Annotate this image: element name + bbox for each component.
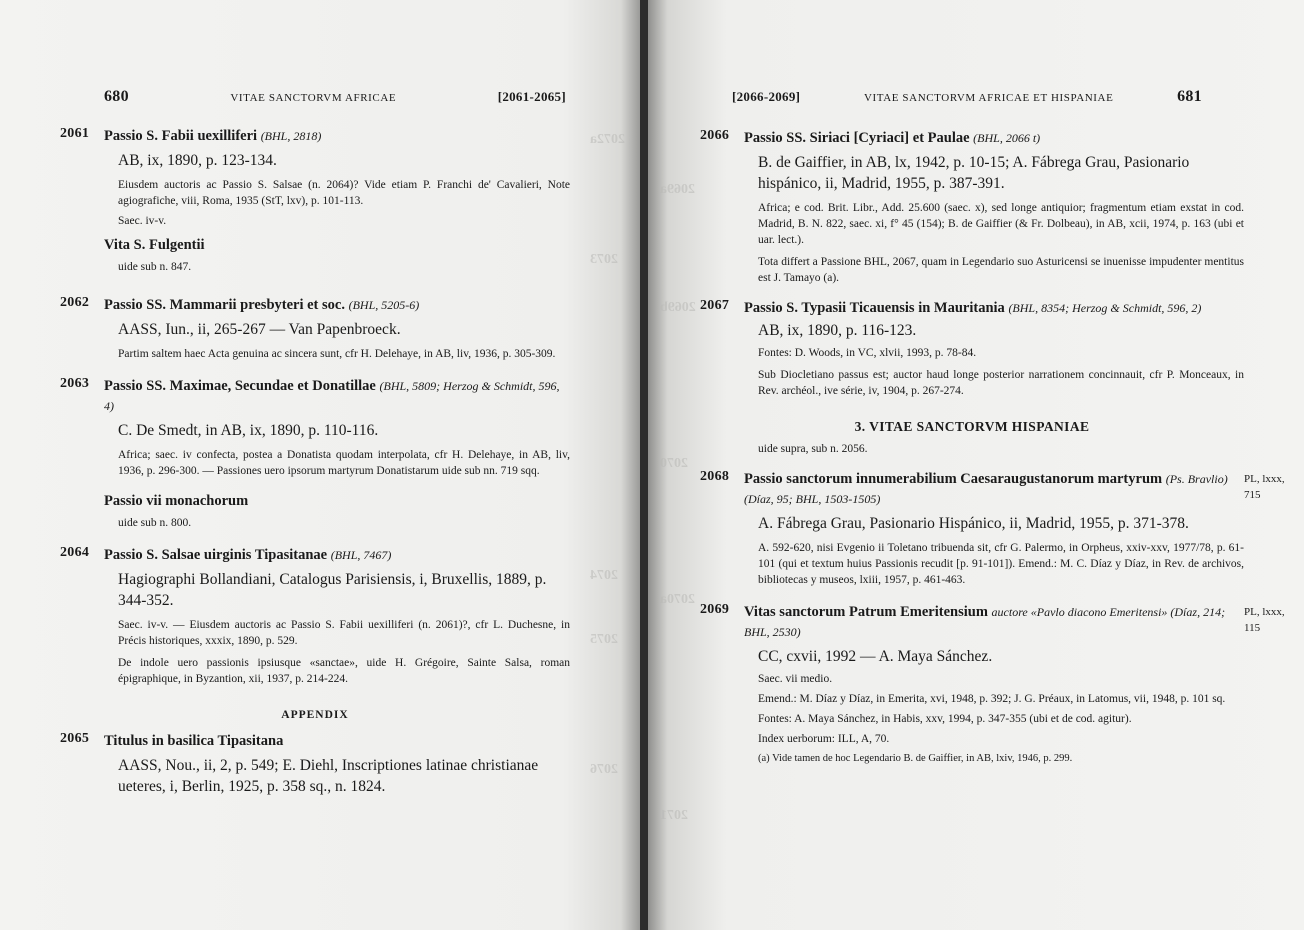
entry-note: Africa; saec. iv confecta, postea a Donatista quodam interpolata, cfr H. Delehaye, in AB, liv, 1936, p. 296-300. — Passiones uero ipsorum martyrum Donatistarum uide sub nn. 719 sqq. [118, 449, 570, 477]
appendix-heading: APPENDIX [281, 709, 349, 721]
entry-title: Passio SS. Siriaci [Cyriaci] et Paulae [744, 130, 970, 146]
entry-number: 2068 [700, 469, 730, 484]
entry-sidenote: PL, lxxx, 115 [1244, 606, 1285, 634]
entry-fontes: Fontes: A. Maya Sánchez, in Habis, xxv, 1994, p. 347-355 (ubi et de cod. agitur). [758, 713, 1132, 725]
entry-reference: CC, cxvii, 1992 — A. Maya Sánchez. [758, 648, 993, 665]
page-number-left: 680 [104, 88, 129, 105]
entry-note-2: De indole uero passionis ipsiusque «sanctae», uide H. Grégoire, Sainte Salsa, roman épigraphique, in Byzantion, xii, 1937, p. 214-224. [118, 657, 570, 685]
entry-title: Passio SS. Maximae, Secundae et Donatillae [104, 378, 376, 394]
entry-title: Passio sanctorum innumerabilium Caesaraugustanorum martyrum [744, 471, 1163, 487]
entry-note-2: Tota differt a Passione BHL, 2067, quam in Legendario suo Asturicensi se inuenisse impudenter mentitus est J. Tamayo (a). [758, 256, 1244, 284]
bleed-number: 2075 [590, 632, 618, 647]
running-head-left [104, 88, 566, 106]
entry-2061 [60, 126, 570, 229]
entry-note: Eiusdem auctoris ac Passio S. Salsae (n. 2064)? Vide etiam P. Franchi de' Cavalieri, Note agiografiche, viii, Roma, 1935 (StT, lxv), p. 101-113. [118, 179, 570, 207]
entry-2064 [60, 545, 570, 687]
entry-reference: C. De Smedt, in AB, ix, 1890, p. 110-116. [118, 422, 379, 439]
entry-code: (BHL, 8354; Herzog & Schmidt, 596, 2) [1008, 301, 1202, 315]
entry-title: Passio SS. Mammarii presbyteri et soc. [104, 297, 345, 313]
bleed-number: 2074 [590, 568, 618, 583]
entry-note: A. 592-620, nisi Evgenio ii Toletano tribuenda sit, cfr G. Palermo, in Orpheus, xxiv-xxv, 1977/78, p. 61-101 (qui et textum huius Passionis recudit [p. 91-101]). Emend.: M. C. Díaz y Díaz, in Rev. de archivos, bibliotecas y museos, lxiii, 1957, p. 461-463. [758, 542, 1244, 586]
entry-note: Partim saltem haec Acta genuina ac sincera sunt, cfr H. Delehaye, in AB, liv, 1936, p. 305-309. [118, 348, 556, 360]
entry-number: 2065 [60, 731, 90, 746]
entry-code: (BHL, 2066 t) [973, 131, 1041, 145]
entry-note: Africa; e cod. Brit. Libr., Add. 25.600 (saec. x), sed longe antiquior; fragmentum etiam exstat in cod. Madrid, B. N. 822, saec. xi, f° 45 (154); B. de Gaiffier (& Fr. Dolbeau), in AB, xcii, 1974, p. 163 (ubi et uar. lect.). [758, 202, 1244, 246]
entry-title: Passio S. Salsae uirginis Tipasitanae [104, 547, 328, 563]
entry-code: (BHL, 5809; Herzog & Schmidt, 596, 4) [104, 379, 560, 413]
left-page [0, 0, 640, 930]
entry-code: (BHL, 5205-6) [348, 298, 420, 312]
entry-emend: Emend.: M. Díaz y Díaz, in Emerita, xvi, 1948, p. 392; J. G. Préaux, in Latomus, vii, 1948, p. 101 sq. [758, 693, 1226, 705]
entry-reference: A. Fábrega Grau, Pasionario Hispánico, ii, Madrid, 1955, p. 371-378. [758, 515, 1189, 532]
entry-vita-fulgentii [60, 235, 570, 275]
bleed-number: 2076 [590, 762, 618, 777]
entry-2065 [60, 731, 570, 797]
entry-number: 2064 [60, 545, 90, 560]
bleed-number: 2070a [660, 592, 695, 607]
bleed-number: 2069b [660, 300, 696, 315]
entry-date: Saec. vii medio. [758, 673, 833, 685]
entry-reference: AASS, Nou., ii, 2, p. 549; E. Diehl, Inscriptiones latinae christianae ueteres, i, Berlin, 1925, p. 358 sq., n. 1824. [118, 757, 539, 795]
right-page [648, 0, 1304, 930]
entry-reference: AB, ix, 1890, p. 123-134. [118, 152, 277, 169]
entry-reference: Hagiographi Bollandiani, Catalogus Parisiensis, i, Bruxellis, 1889, p. 344-352. [118, 571, 547, 609]
entry-number: 2063 [60, 376, 90, 391]
entry-reference: AB, ix, 1890, p. 116-123. [758, 322, 917, 339]
entry-2067 [700, 298, 1244, 399]
entry-fontes: Fontes: D. Woods, in VC, xlvii, 1993, p. 78-84. [758, 347, 977, 359]
entry-2063 [60, 376, 570, 479]
entry-title: Titulus in basilica Tipasitana [104, 733, 284, 749]
entry-title: Vita S. Fulgentii [104, 237, 205, 253]
entry-number: 2067 [700, 298, 730, 313]
entry-code: auctore «Pavlo diacono Emeritensi» (Díaz, 214; BHL, 2530) [744, 605, 1226, 639]
entry-range-left: [2061-2065] [497, 89, 566, 104]
footnote: (a) Vide tamen de hoc Legendario B. de Gaiffier, in AB, lxiv, 1946, p. 299. [758, 753, 1073, 764]
book-gutter [640, 0, 648, 930]
bleed-number: 2073 [590, 252, 618, 267]
entry-vii-monachorum [60, 491, 570, 531]
bleed-number: 2072a [590, 132, 625, 147]
running-head-right [732, 88, 1202, 106]
entry-number: 2061 [60, 126, 90, 141]
right-content [700, 128, 1285, 767]
entry-2066 [700, 128, 1244, 286]
entry-range-right: [2066-2069] [732, 89, 801, 104]
entry-date: Saec. iv-v. [118, 215, 167, 227]
entry-reference: AASS, Iun., ii, 265-267 — Van Papenbroeck. [118, 321, 401, 338]
section-hispaniae [700, 419, 1244, 457]
entry-code: (BHL, 7467) [330, 548, 392, 562]
entry-code: (Ps. Bravlio) (Díaz, 95; BHL, 1503-1505) [744, 472, 1228, 506]
entry-number: 2066 [700, 128, 730, 143]
entry-title: Passio vii monachorum [104, 493, 249, 509]
entry-2062 [60, 295, 570, 362]
bleed-number: 2069a [660, 182, 695, 197]
bleed-number: 2071 [660, 808, 688, 823]
entry-title: Passio S. Typasii Ticauensis in Mauritania [744, 300, 1005, 316]
entry-title: Passio S. Fabii uexilliferi [104, 128, 258, 144]
entry-crossref: uide sub n. 847. [118, 261, 192, 273]
entry-reference: B. de Gaiffier, in AB, lx, 1942, p. 10-15; A. Fábrega Grau, Pasionario hispánico, ii, Madrid, 1955, p. 387-391. [758, 154, 1190, 192]
bleed-number: 2070 [660, 456, 688, 471]
section-crossref: uide supra, sub n. 2056. [758, 443, 868, 455]
running-title-left: VITAE SANCTORVM AFRICAE [230, 92, 397, 104]
entry-number: 2062 [60, 295, 90, 310]
entry-crossref: uide sub n. 800. [118, 517, 192, 529]
entry-2069 [700, 602, 1285, 767]
page-number-right: 681 [1177, 88, 1202, 105]
entry-code: (BHL, 2818) [260, 129, 322, 143]
entry-note: Saec. iv-v. — Eiusdem auctoris ac Passio S. Fabii uexilliferi (n. 2061)?, cfr L. Duchesne, in Précis historiques, xxxix, 1890, p. 529. [118, 619, 570, 647]
entry-index: Index uerborum: ILL, A, 70. [758, 733, 890, 745]
entry-sidenote: PL, lxxx, 715 [1244, 473, 1285, 501]
section-title: 3. VITAE SANCTORVM HISPANIAE [854, 419, 1090, 434]
left-content [60, 126, 570, 797]
running-title-right: VITAE SANCTORVM AFRICAE ET HISPANIAE [863, 92, 1114, 104]
entry-2068 [700, 469, 1285, 588]
entry-title: Vitas sanctorum Patrum Emeritensium [744, 604, 988, 620]
entry-note: Sub Diocletiano passus est; auctor haud longe posterior narrationem concinnauit, cfr P. Monceaux, in Rev. archéol., ive série, iv, 1904, p. 267-274. [758, 369, 1244, 397]
entry-number: 2069 [700, 602, 730, 617]
